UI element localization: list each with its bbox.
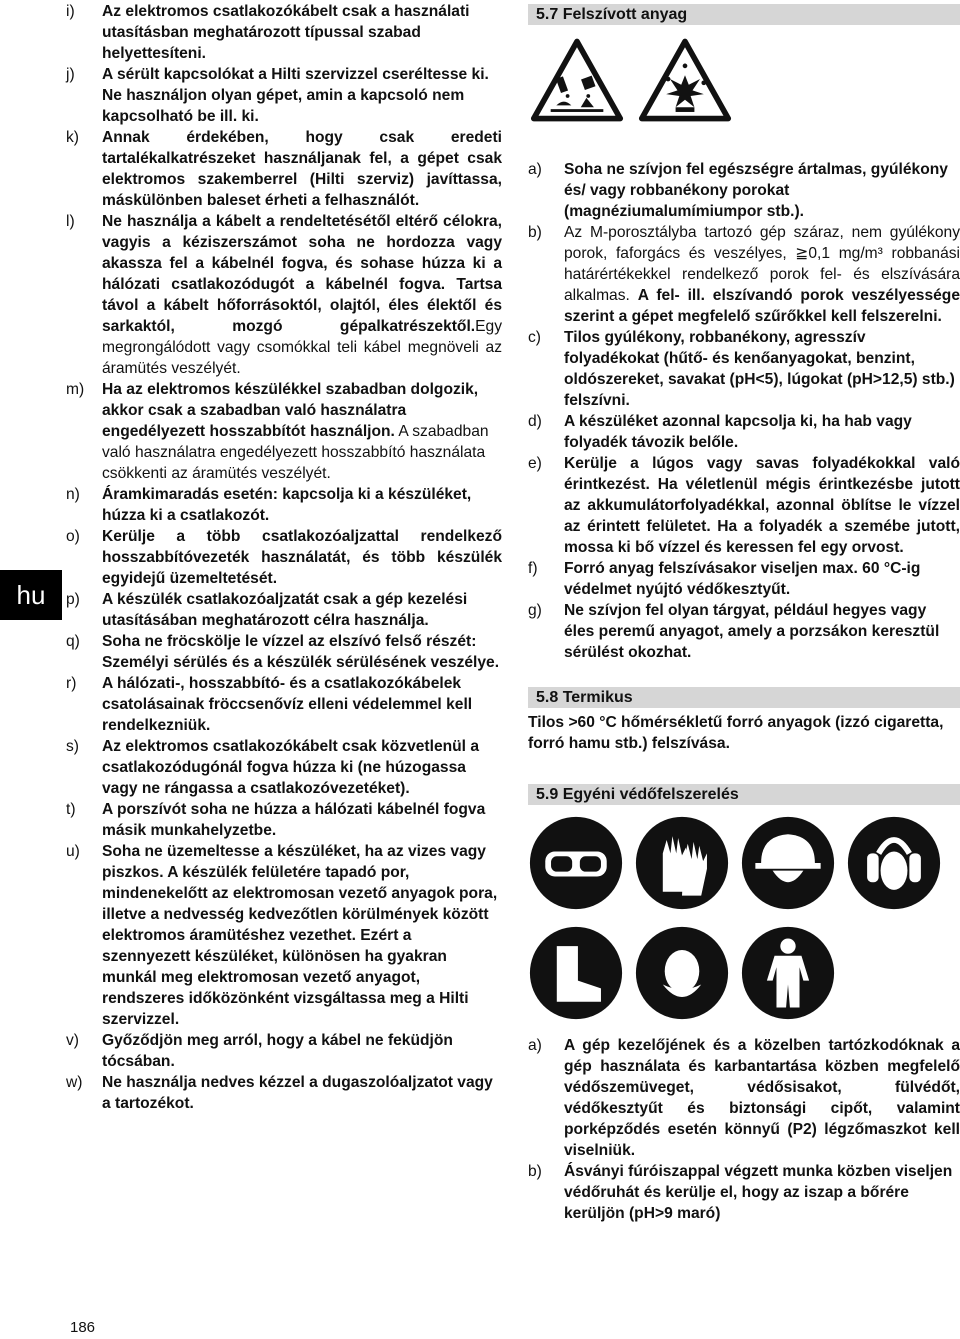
hard-hat-icon bbox=[740, 815, 836, 911]
list-item: b) Az M-porosztályba tartozó gép száraz, nem gyúlékony porok, faforgács és veszélyes, ≧0,1 mg/m³ robbanási határértékekkel rendelkező porok fel- és elszívására alkalmas. A fel- ill. elszívandó porok veszélyessége szerint a gépet megfelelő szűrőkkel kell felszerelni. bbox=[528, 224, 960, 325]
goggles-icon bbox=[528, 815, 624, 911]
list-item: a) A gép kezelőjének és a közelben tartózkodóknak a gép használata és karbantartása közben megfelelő védőszemüveget, védősisakot, fülvédőt, védőkesztyűt és biztonsági cipőt, valamint porképződés esetén könnyű (P2) légzőmaszkot kell viselniük. bbox=[528, 1037, 960, 1159]
list-item: i) Az elektromos csatlakozókábelt csak a használati utasításban meghatározott típussal szabad helyettesíteni. bbox=[66, 3, 470, 62]
gloves-icon bbox=[634, 815, 730, 911]
explosive-warning-icon bbox=[638, 37, 732, 123]
list-item: s) Az elektromos csatlakozókábelt csak közvetlenül a csatlakozódugónál fogva húzza ki (ne húzogassa vagy ne rángassa a csatlakozóvezetéket). bbox=[66, 738, 480, 797]
language-tab: hu bbox=[0, 570, 62, 620]
section-heading: 5.8 Termikus bbox=[528, 687, 960, 708]
left-column bbox=[66, 1, 502, 1114]
list-item: w) Ne használja nedves kézzel a dugaszolóaljzatot vagy a tartozékot. bbox=[66, 1074, 493, 1112]
list-item: g) Ne szívjon fel olyan tárgyat, például hegyes vagy éles peremű anyagot, amely a porzsákon keresztül sérülést okozhat. bbox=[528, 602, 940, 661]
list-item: j) A sérült kapcsolókat a Hilti szervizzel cseréltesse ki. Ne használjon olyan gépet, amin a kapcsoló nem kapcsolható be ill. ki. bbox=[66, 66, 489, 125]
list-item: r) A hálózati-, hosszabbító- és a csatlakozókábelek csatolásainak fröccsenővíz elleni védelemmel kell rendelkezniük. bbox=[66, 675, 473, 734]
ear-protection-icon bbox=[846, 815, 942, 911]
list-item: q) Soha ne fröcskölje le vízzel az elszívó felső részét: Személyi sérülés és a készülék sérülésének veszélye. bbox=[66, 633, 500, 671]
list-item: p) A készülék csatlakozóaljzatát csak a gép kezelési utasításában meghatározott célra használja. bbox=[66, 591, 468, 629]
list-item: f) Forró anyag felszívásakor viseljen max. 60 °C-ig védelmet nyújtó védőkesztyűt. bbox=[528, 560, 921, 598]
dust-mask-icon bbox=[634, 925, 730, 1021]
list-item: l) Ne használja a kábelt a rendeltetésétől eltérő célokra, vagyis a kéziszerszámot soha ne hordozza vagy akassza fel a kábelnél fogva, és sohase húzza ki a hálózati csatlakozódugót a kábelnél fogva. Tartsa távol a kábelt hőforrásoktól, olajtól, éles élektől és sarkaktól, mozgó gépalkatrészektől.Egy megrongálódott vagy csomókkal teli kábel megnöveli az áramütés veszélyét. bbox=[66, 213, 502, 377]
list-item: a) Soha ne szívjon fel egészségre ártalmas, gyúlékony és/ vagy robbanékony porokat (magnéziumalumímiumpor stb.). bbox=[528, 161, 948, 220]
ppe-icons bbox=[528, 815, 960, 1025]
list-item: k) Annak érdekében, hogy csak eredeti tartalékalkatrészeket használjanak fel, a gépet csak elektromos szakemberrel (Hilti szerviz) javíttassa, máskülönben baleset érheti a felhasználót. bbox=[66, 129, 502, 209]
coverall-icon bbox=[740, 925, 836, 1021]
section-text: Tilos >60 °C hőmérsékletű forró anyagok (izzó cigaretta, forró hamu stb.) felszívása. bbox=[528, 714, 944, 752]
page-number: 186 bbox=[70, 1319, 96, 1336]
list-item: o) Kerülje a több csatlakozóaljzattal rendelkező hosszabbítóvezeték használatát, és több készülék egyidejű üzemeltetését. bbox=[66, 528, 502, 587]
section-heading: 5.7 Felszívott anyag bbox=[528, 4, 960, 25]
safety-boot-icon bbox=[528, 925, 624, 1021]
right-column bbox=[528, 4, 960, 1224]
list-item: c) Tilos gyúlékony, robbanékony, agresszív folyadékokat (hűtő- és kenőanyagokat, benzint, oldószereket, savakat (pH<5), lúgokat (pH>12,5) stb.) felszívni. bbox=[528, 329, 955, 409]
hazard-icons bbox=[530, 37, 960, 123]
list-item: u) Soha ne üzemeltesse a készüléket, ha az vizes vagy piszkos. A készülék felületére tapadó por, mindenekelőtt az elektromosan vezető anyagok pora, illetve a nedvesség kedvezőtlen körülmények között elektromos áramütéshez vezethet. Ezért a szennyezett készüléket, különösen ha gyakran munkál meg elektromosan vezető anyagot, rendszeres időközönként vizsgáltassa meg a Hilti szervizzel. bbox=[66, 843, 498, 1028]
list-item: b) Ásványi fúróiszappal végzett munka közben viseljen védőruhát és kerülje el, hogy az iszap a bőrére kerüljön (pH>9 maró) bbox=[528, 1163, 953, 1222]
section-heading: 5.9 Egyéni védőfelszerelés bbox=[528, 784, 960, 805]
list-item: v) Győződjön meg arról, hogy a kábel ne feküdjön tócsában. bbox=[66, 1032, 453, 1070]
list-item: n) Áramkimaradás esetén: kapcsolja ki a készüléket, húzza ki a csatlakozót. bbox=[66, 486, 472, 524]
corrosive-warning-icon bbox=[530, 37, 624, 123]
list-item: t) A porszívót soha ne húzza a hálózati kábelnél fogva másik munkahelyzetbe. bbox=[66, 801, 486, 839]
list-item: m) Ha az elektromos készülékkel szabadban dolgozik, akkor csak a szabadban való használatra engedélyezett hosszabbítót használjon. A szabadban való használatra engedélyezett hosszabbító használata csökkenti az áramütés veszélyét. bbox=[66, 381, 489, 482]
list-item: e) Kerülje a lúgos vagy savas folyadékokkal való érintkezést. Ha véletlenül mégis érintkezésbe jutott az akkumulátorfolyadékkal, azonnal öblítse le vízzel az érintett felületet. Ha a folyadék a szemébe jutott, mossa ki bő vízzel és keressen fel egy orvost. bbox=[528, 455, 960, 556]
list-item: d) A készüléket azonnal kapcsolja ki, ha hab vagy folyadék távozik belőle. bbox=[528, 413, 912, 451]
